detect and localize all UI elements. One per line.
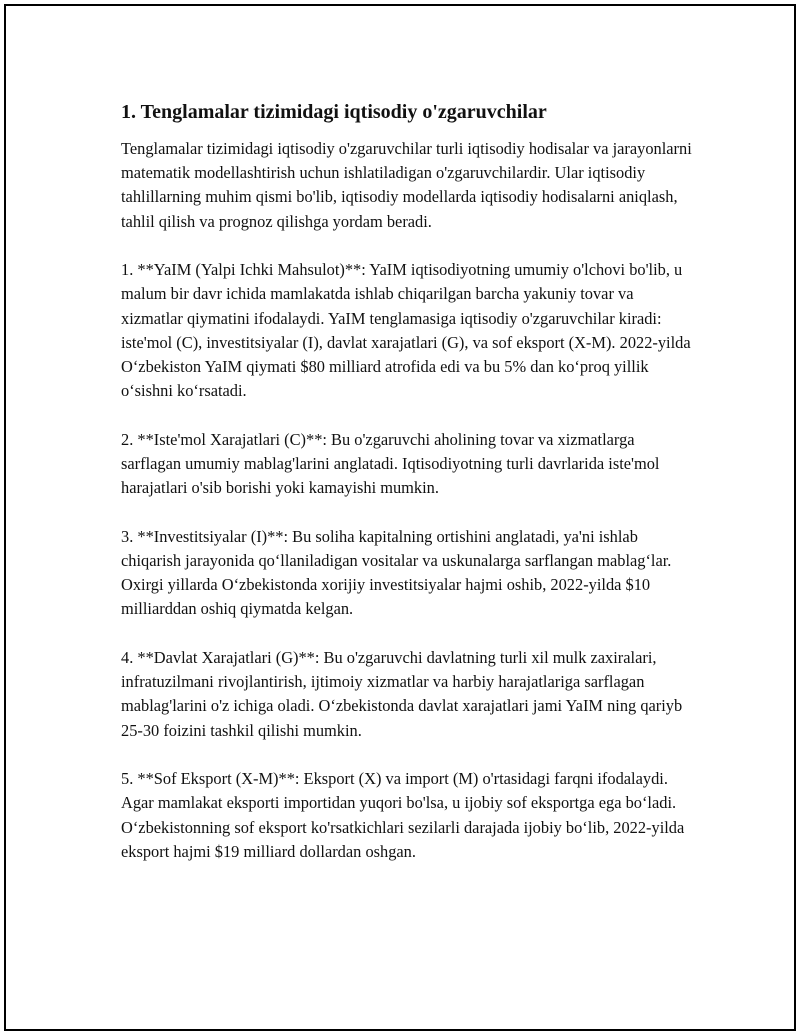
- section-heading: 1. Tenglamalar tizimidagi iqtisodiy o'zgaruvchilar: [121, 101, 547, 123]
- paragraph-investment: 3. **Investitsiyalar (I)**: Bu soliha kapitalning ortishini anglatadi, ya'ni ishlab chiqarish jarayonida qo‘llaniladigan vositalar va uskunalarga sarflangan mablag‘lar. Oxirgi yillarda O‘zbekistonda xorijiy investitsiyalar hajmi oshib, 2022-yilda $10 milliarddan oshiq qiymatda kelgan.: [121, 526, 672, 619]
- paragraph-government-spending: 4. **Davlat Xarajatlari (G)**: Bu o'zgaruvchi davlatning turli xil mulk zaxiralari, infratuzilmani rivojlantirish, ijtimoiy xizmatlar va harbiy harajatlariga sarflagan mablag'larini o'z ichiga oladi. O‘zbekistonda davlat xarajatlari jami YaIM ning qariyb 25-30 foizini tashkil qilishi mumkin.: [121, 648, 683, 740]
- document-body: [121, 98, 693, 888]
- intro-paragraph: Tenglamalar tizimidagi iqtisodiy o'zgaruvchilar turli iqtisodiy hodisalar va jarayonlarni matematik modellashtirish uchun ishlatiladigan o'zgaruvchilardir. Ular iqtisodiy tahlillarning muhim qismi bo'lib, iqtisodiy modellarda iqtisodiy hodisalarni aniqlash, tahlil qilish va prognoz qilishga yordam beradi.: [121, 139, 692, 231]
- paragraph-net-export: 5. **Sof Eksport (X-M)**: Eksport (X) va import (M) o'rtasidagi farqni ifodalaydi. Agar mamlakat eksporti importidan yuqori bo'lsa, u ijobiy sof eksportga ega bo‘ladi. O‘zbekistonning sof eksport ko'rsatkichlari sezilarli darajada ijobiy bo‘lib, 2022-yilda eksport hajmi $19 milliard dollardan oshgan.: [121, 769, 685, 861]
- paragraph-gdp: 1. **YaIM (Yalpi Ichki Mahsulot)**: YaIM iqtisodiyotning umumiy o'lchovi bo'lib, u malum bir davr ichida mamlakatda ishlab chiqarilgan barcha yakuniy tovar va xizmatlar qiymatini ifodalaydi. YaIM tenglamasiga iqtisodiy o'zgaruvchilar kiradi: iste'mol (C), investitsiyalar (I), davlat xarajatlari (G), va sof eksport (X-M). 2022-yilda O‘zbekiston YaIM qiymati $80 milliard atrofida edi va bu 5% dan ko‘proq yillik o‘sishni ko‘rsatadi.: [121, 260, 691, 401]
- document-page: [4, 4, 796, 1031]
- paragraph-consumption: 2. **Iste'mol Xarajatlari (C)**: Bu o'zgaruvchi aholining tovar va xizmatlarga sarflagan umumiy mablag'larini anglatadi. Iqtisodiyotning turli davrlarida iste'mol harajatlari o'sib borishi yoki kamayishi mumkin.: [121, 429, 660, 498]
